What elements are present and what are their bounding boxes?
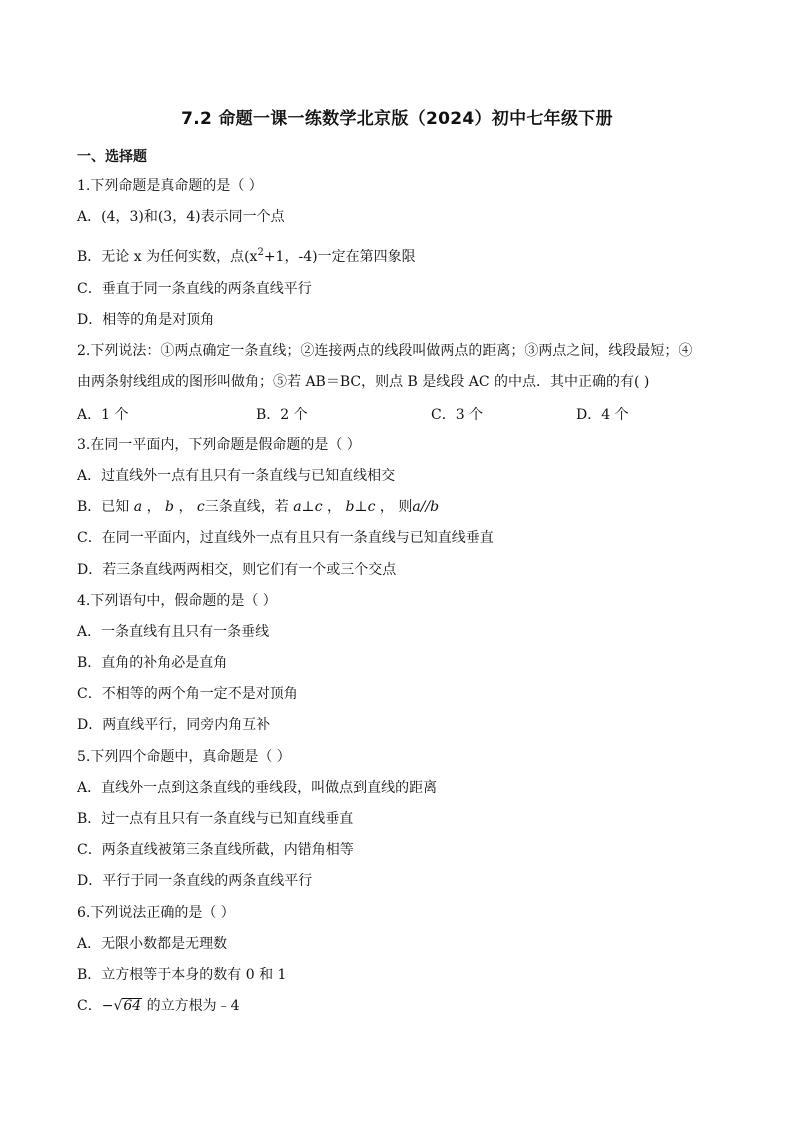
question-4-option-a: A．一条直线有且只有一条垂线 <box>77 624 270 640</box>
question-1-stem: 1.下列命题是真命题的是（ ） <box>77 178 263 194</box>
question-5-option-c: C．两条直线被第三条直线所截，内错角相等 <box>77 842 354 858</box>
document-title: 7.2 命题一课一练数学北京版（2024）初中七年级下册 <box>181 109 613 129</box>
section-heading: 一、选择题 <box>77 149 147 165</box>
question-3-option-d: D．若三条直线两两相交，则它们有一个或三个交点 <box>77 562 397 578</box>
exponent: 2 <box>257 247 264 258</box>
question-4-stem: 4.下列语句中，假命题的是（ ） <box>77 593 277 609</box>
question-2-stem-line-2: 由两条射线组成的图形叫做角；⑤若 AB＝BC，则点 B 是线段 AC 的中点．其中正确的有( ) <box>77 374 650 390</box>
option-c-suffix: 的立方根为﹣4 <box>142 998 240 1014</box>
question-4-option-d: D．两直线平行，同旁内角互补 <box>77 717 271 733</box>
question-1-option-d: D．相等的角是对顶角 <box>77 312 215 328</box>
question-4-option-c: C．不相等的两个角一定不是对顶角 <box>77 686 298 702</box>
comma: ， <box>146 499 161 515</box>
var-b: b <box>165 499 174 515</box>
option-b-text-1: B．无论 x 为任何实数，点(x <box>77 249 258 265</box>
question-5-option-b: B．过一点有且只有一条直线与已知直线垂直 <box>77 811 354 827</box>
question-6-option-b: B．立方根等于本身的数有 0 和 1 <box>77 967 287 983</box>
question-5-stem: 5.下列四个命题中，真命题是（ ） <box>77 749 291 765</box>
question-2-option-d: D．4 个 <box>576 407 629 423</box>
radical-sign: √ <box>113 998 123 1014</box>
option-b-text-2: +1，-4)一定在第四象限 <box>263 249 416 265</box>
relation-b-perp-c: b⊥c <box>345 499 376 515</box>
question-6-option-c <box>77 997 240 1015</box>
question-2-option-a: A．1 个 <box>77 407 129 423</box>
question-5-option-d: D．平行于同一条直线的两条直线平行 <box>77 873 313 889</box>
comma: ， <box>327 499 341 515</box>
question-4-option-b: B．直角的补角必是直角 <box>77 655 228 671</box>
option-b-middle: 三条直线，若 <box>204 499 289 515</box>
question-3-option-c: C．在同一平面内，过直线外一点有且只有一条直线与已知直线垂直 <box>77 530 494 546</box>
then-text: ， 则 <box>379 499 413 515</box>
relation-a-parallel-b: a//b <box>412 499 440 515</box>
question-2-option-b: B．2 个 <box>256 407 308 423</box>
question-1-option-a: A．(4，3)和(3，4)表示同一个点 <box>77 209 285 225</box>
question-3-stem: 3.在同一平面内，下列命题是假命题的是（ ） <box>77 437 361 453</box>
question-2-stem-line-1: 2.下列说法：①两点确定一条直线；②连接两点的线段叫做两点的距离；③两点之间，线段最短；④ <box>77 343 693 359</box>
var-c: c <box>196 499 205 515</box>
question-2-options <box>77 404 727 422</box>
question-6-stem: 6.下列说法正确的是（ ） <box>77 905 235 921</box>
question-3-option-a: A．过直线外一点有且只有一条直线与已知直线相交 <box>77 468 396 484</box>
var-a: a <box>133 499 143 515</box>
question-5-option-a: A．直线外一点到这条直线的垂线段，叫做点到直线的距离 <box>77 780 438 796</box>
question-2-option-c: C．3 个 <box>431 407 484 423</box>
question-3-option-b <box>77 498 439 516</box>
minus-sign: − <box>101 998 114 1014</box>
question-6-option-a: A．无限小数都是无理数 <box>77 936 228 952</box>
question-1-option-c: C．垂直于同一条直线的两条直线平行 <box>77 281 312 297</box>
relation-a-perp-c: a⊥c <box>293 499 323 515</box>
option-c-prefix: C． <box>77 998 102 1014</box>
radicand: 64 <box>123 998 142 1014</box>
question-1-option-b <box>77 244 416 266</box>
comma: ， <box>178 499 193 515</box>
option-b-prefix: B．已知 <box>77 499 130 515</box>
